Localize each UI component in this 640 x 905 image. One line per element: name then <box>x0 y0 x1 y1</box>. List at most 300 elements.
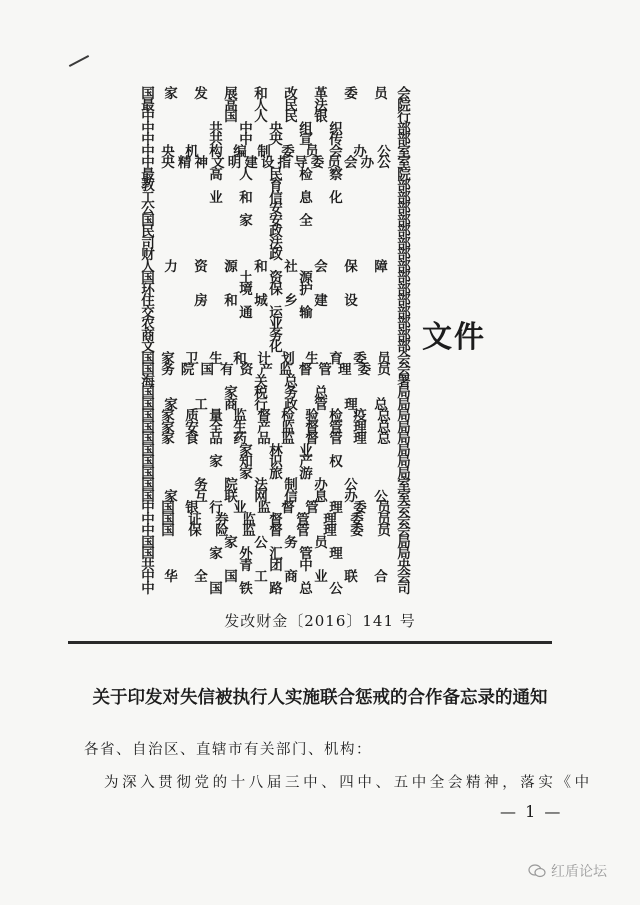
org-first-char: 环 <box>141 281 155 298</box>
org-last-char: 院 <box>397 97 411 114</box>
org-char: 督 <box>281 500 295 516</box>
org-first-char: 国 <box>141 546 155 562</box>
org-last-char: 局 <box>397 534 411 551</box>
org-char: 办 <box>344 488 358 505</box>
org-char: 检 <box>281 408 295 424</box>
org-char: 家 <box>209 454 223 470</box>
org-char: 团 <box>269 557 283 574</box>
org-char: 检 <box>299 166 313 183</box>
org-char: 政 <box>269 224 283 240</box>
org-last-char: 局 <box>397 465 411 482</box>
org-char: 机 <box>185 143 199 160</box>
org-last-char: 部 <box>397 281 411 298</box>
scan-mark <box>69 55 89 67</box>
org-char: 公 <box>344 477 358 493</box>
org-char: 国 <box>224 569 238 585</box>
org-char: 息 <box>314 488 328 505</box>
org-char: 银 <box>185 500 199 516</box>
org-char: 共 <box>209 132 223 148</box>
org-char: 理 <box>353 431 367 447</box>
org-first-char: 国 <box>141 362 155 378</box>
org-char: 计 <box>257 350 271 367</box>
org-char: 督 <box>305 431 319 447</box>
org-char: 委 <box>281 143 295 160</box>
org-last-char: 部 <box>397 304 411 321</box>
org-char: 护 <box>299 281 313 298</box>
org-char: 总 <box>374 396 388 413</box>
org-char: 权 <box>329 454 343 470</box>
org-char: 信 <box>284 488 298 505</box>
org-char: 家 <box>161 350 175 367</box>
org-char: 资 <box>194 258 208 275</box>
org-char: 外 <box>239 546 253 562</box>
org-char: 理 <box>329 546 343 562</box>
org-char: 识 <box>269 454 283 470</box>
org-last-char: 会 <box>397 86 411 102</box>
org-char: 督 <box>269 523 283 539</box>
org-first-char: 国 <box>141 488 155 505</box>
org-char: 总 <box>299 580 313 597</box>
org-first-char: 中 <box>141 523 155 539</box>
org-char: 督 <box>257 408 271 424</box>
org-char: 办 <box>353 143 367 160</box>
org-first-char: 中 <box>141 569 155 585</box>
org-first-char: 国 <box>141 442 155 459</box>
org-char: 家 <box>239 212 253 229</box>
org-char: 息 <box>299 189 313 206</box>
org-last-char: 局 <box>397 431 411 447</box>
org-char: 险 <box>215 523 229 539</box>
org-char: 联 <box>224 488 238 505</box>
org-char: 化 <box>269 339 283 355</box>
org-char: 改 <box>284 86 298 102</box>
org-char: 人 <box>254 109 268 125</box>
org-char: 育 <box>329 350 343 367</box>
org-last-char: 室 <box>397 155 411 171</box>
org-char: 民 <box>284 109 298 125</box>
org-char: 和 <box>239 189 253 206</box>
org-char: 源 <box>224 258 238 275</box>
org-char: 务 <box>284 385 298 401</box>
org-char: 安 <box>185 419 199 436</box>
org-char: 构 <box>209 143 223 160</box>
org-char: 和 <box>254 258 268 275</box>
org-char: 会 <box>344 155 358 171</box>
org-char: 林 <box>269 442 283 459</box>
org-char: 安 <box>269 201 283 217</box>
org-char: 化 <box>329 189 343 206</box>
org-char: 理 <box>323 511 337 528</box>
org-last-char: 会 <box>397 569 411 585</box>
org-char: 央 <box>269 120 283 137</box>
org-last-char: 央 <box>397 557 411 574</box>
org-first-char: 国 <box>141 477 155 493</box>
org-char: 家 <box>224 534 238 551</box>
org-char: 铁 <box>239 580 253 597</box>
notice-title: 关于印发对失信被执行人实施联合惩戒的合作备忘录的通知 <box>92 688 548 708</box>
org-first-char: 国 <box>141 465 155 482</box>
org-char: 导 <box>294 155 308 171</box>
org-first-char: 国 <box>141 385 155 401</box>
org-char: 理 <box>323 523 337 539</box>
org-last-char: 部 <box>397 339 411 355</box>
org-char: 知 <box>239 454 253 470</box>
org-char: 育 <box>269 178 283 194</box>
org-last-char: 部 <box>397 132 411 148</box>
org-char: 委 <box>353 500 367 516</box>
org-first-char: 国 <box>141 419 155 436</box>
org-char: 家 <box>161 431 175 447</box>
org-char: 制 <box>284 477 298 493</box>
org-char: 生 <box>305 350 319 367</box>
org-char: 保 <box>188 523 202 539</box>
org-first-char: 中 <box>141 143 155 160</box>
org-last-char: 部 <box>397 258 411 275</box>
org-char: 证 <box>188 511 202 528</box>
org-first-char: 财 <box>141 247 155 263</box>
org-char: 银 <box>314 109 328 125</box>
org-last-char: 行 <box>397 109 411 125</box>
org-char: 员 <box>314 534 328 551</box>
org-char: 联 <box>344 569 358 585</box>
org-char: 食 <box>185 431 199 447</box>
org-char: 乡 <box>284 293 298 309</box>
org-char: 监 <box>233 408 247 424</box>
org-char: 革 <box>314 86 328 102</box>
org-last-char: 室 <box>397 477 411 493</box>
org-char: 产 <box>259 362 273 378</box>
org-char: 督 <box>298 362 313 378</box>
org-char: 和 <box>224 293 238 309</box>
salutation: 各省、自治区、直辖市有关部门、机构： <box>84 742 372 758</box>
org-char: 保 <box>269 281 283 298</box>
org-last-char: 局 <box>397 454 411 470</box>
org-char: 设 <box>344 293 358 309</box>
org-last-char: 会 <box>397 523 411 539</box>
org-char: 家 <box>224 385 238 401</box>
org-char: 商 <box>284 569 298 585</box>
org-first-char: 中 <box>141 511 155 528</box>
org-char: 家 <box>239 465 253 482</box>
org-char: 指 <box>277 155 292 171</box>
org-first-char: 国 <box>141 408 155 424</box>
org-last-char: 部 <box>397 327 411 344</box>
org-char: 家 <box>161 408 175 424</box>
org-char: 安 <box>269 212 283 229</box>
org-first-char: 文 <box>141 339 155 355</box>
org-char: 人 <box>254 97 268 114</box>
org-char: 家 <box>164 396 178 413</box>
org-char: 源 <box>299 270 313 286</box>
org-char: 员 <box>377 523 391 539</box>
org-first-char: 国 <box>141 212 155 229</box>
org-first-char: 国 <box>141 454 155 470</box>
org-char: 行 <box>209 500 223 516</box>
org-char: 委 <box>344 86 358 102</box>
org-char: 察 <box>329 166 343 183</box>
org-char: 院 <box>224 477 238 493</box>
org-char: 房 <box>194 293 208 309</box>
org-char: 传 <box>329 132 343 148</box>
org-char: 券 <box>215 511 229 528</box>
org-first-char: 住 <box>141 293 155 309</box>
org-char: 输 <box>299 304 313 321</box>
watermark <box>528 861 607 881</box>
org-char: 委 <box>357 362 372 378</box>
org-last-char: 会 <box>397 362 411 378</box>
org-first-char: 国 <box>141 270 155 286</box>
org-char: 游 <box>299 465 313 482</box>
org-char: 组 <box>299 120 313 137</box>
org-char: 信 <box>269 189 283 206</box>
org-char: 宣 <box>299 132 313 148</box>
org-char: 运 <box>269 304 283 321</box>
org-first-char: 国 <box>141 396 155 413</box>
org-char: 明 <box>227 155 242 171</box>
red-header-divider <box>68 641 552 644</box>
org-char: 务 <box>161 362 175 378</box>
org-char: 公 <box>377 143 391 160</box>
org-char: 管 <box>329 419 343 436</box>
org-last-char: 局 <box>397 442 411 459</box>
org-last-char: 部 <box>397 270 411 286</box>
org-last-char: 局 <box>397 546 411 562</box>
org-char: 员 <box>327 155 341 171</box>
org-char: 会 <box>329 143 343 160</box>
org-char: 验 <box>305 408 319 424</box>
org-first-char: 中 <box>141 120 155 137</box>
org-first-char: 中 <box>141 500 155 516</box>
org-first-char: 中 <box>141 580 155 597</box>
issuing-organizations-block <box>141 86 411 597</box>
org-char: 委 <box>310 155 325 171</box>
org-char: 国 <box>200 362 215 378</box>
org-char: 精 <box>177 155 192 171</box>
org-char: 发 <box>194 86 208 102</box>
org-char: 药 <box>233 431 247 447</box>
org-first-char: 公 <box>141 201 155 217</box>
org-char: 法 <box>269 235 283 252</box>
org-char: 公 <box>254 534 268 551</box>
org-char: 务 <box>269 327 283 344</box>
org-last-char: 局 <box>397 419 411 436</box>
body-text-line: 为深入贯彻党的十八届三中、四中、五中全会精神，落实《中 <box>104 775 593 791</box>
org-char: 和 <box>254 86 268 102</box>
org-last-char: 局 <box>397 396 411 413</box>
org-char: 管 <box>299 546 313 562</box>
org-char: 关 <box>254 373 268 390</box>
org-char: 汇 <box>269 546 283 562</box>
org-char: 员 <box>377 350 391 367</box>
org-char: 业 <box>209 189 223 206</box>
org-char: 管 <box>318 362 332 378</box>
org-char: 央 <box>161 143 175 160</box>
org-char: 监 <box>281 419 295 436</box>
org-char: 国 <box>161 511 175 528</box>
org-first-char: 最 <box>141 166 155 183</box>
org-char: 督 <box>269 511 283 528</box>
org-char: 总 <box>377 408 391 424</box>
org-char: 政 <box>269 247 283 263</box>
org-first-char: 最 <box>141 97 155 114</box>
org-char: 理 <box>329 500 343 516</box>
org-char: 院 <box>180 362 195 378</box>
org-char: 资 <box>239 362 254 378</box>
org-char: 共 <box>209 120 223 137</box>
org-last-char: 署 <box>397 373 411 390</box>
org-char: 监 <box>281 431 295 447</box>
org-last-char: 院 <box>397 166 411 183</box>
org-char: 管 <box>314 396 328 413</box>
org-char: 障 <box>374 258 388 275</box>
org-char: 全 <box>209 419 223 436</box>
org-char: 旅 <box>269 465 283 482</box>
org-char: 员 <box>377 500 391 516</box>
org-char: 家 <box>209 546 223 562</box>
org-char: 政 <box>284 396 298 413</box>
org-char: 务 <box>194 477 208 493</box>
org-char: 人 <box>239 166 253 183</box>
org-first-char: 中 <box>141 132 155 148</box>
org-char: 产 <box>257 419 271 436</box>
org-char: 委 <box>350 511 364 528</box>
org-char: 土 <box>239 270 253 286</box>
org-char: 委 <box>350 523 364 539</box>
org-first-char: 中 <box>141 109 155 125</box>
org-char: 中 <box>239 132 253 148</box>
org-char: 理 <box>337 362 352 378</box>
org-last-char: 局 <box>397 385 411 401</box>
org-char: 行 <box>254 396 268 413</box>
org-first-char: 人 <box>141 258 155 275</box>
org-char: 检 <box>329 408 343 424</box>
org-last-char: 司 <box>397 580 411 597</box>
org-char: 公 <box>377 155 391 171</box>
org-last-char: 部 <box>397 247 411 263</box>
org-char: 国 <box>161 523 175 539</box>
org-char: 委 <box>353 350 367 367</box>
org-char: 建 <box>244 155 258 171</box>
org-char: 管 <box>296 511 310 528</box>
org-char: 工 <box>254 569 268 585</box>
org-first-char: 国 <box>141 86 155 102</box>
org-char: 法 <box>254 477 268 493</box>
org-char: 高 <box>224 97 238 114</box>
org-char: 神 <box>194 155 208 171</box>
org-char: 路 <box>269 580 283 597</box>
org-first-char: 工 <box>141 189 155 206</box>
org-char: 生 <box>233 419 247 436</box>
org-char: 税 <box>254 385 268 401</box>
org-first-char: 国 <box>141 350 155 367</box>
org-first-char: 海 <box>141 373 155 390</box>
org-char: 产 <box>299 454 313 470</box>
org-char: 品 <box>209 431 223 447</box>
org-last-char: 会 <box>397 511 411 528</box>
org-char: 家 <box>164 488 178 505</box>
org-char: 城 <box>254 293 268 309</box>
org-char: 工 <box>194 396 208 413</box>
org-char: 会 <box>314 258 328 275</box>
org-char: 央 <box>161 155 175 171</box>
document-type-label: 文件 <box>422 320 486 355</box>
org-char: 商 <box>224 396 238 413</box>
org-char: 通 <box>239 304 253 321</box>
org-char: 法 <box>314 97 328 114</box>
org-char: 建 <box>314 293 328 309</box>
org-char: 务 <box>284 534 298 551</box>
wechat-icon <box>528 864 546 878</box>
org-first-char: 教 <box>141 178 155 194</box>
org-last-char: 局 <box>397 408 411 424</box>
org-first-char: 中 <box>141 155 155 171</box>
org-char: 疫 <box>353 408 367 424</box>
org-char: 社 <box>284 258 298 275</box>
org-char: 办 <box>360 155 375 171</box>
org-char: 督 <box>305 419 319 436</box>
org-char: 民 <box>284 97 298 114</box>
org-char: 家 <box>239 442 253 459</box>
org-last-char: 会 <box>397 350 411 367</box>
page-number: — 1 — <box>500 802 563 821</box>
org-char: 理 <box>344 396 358 413</box>
org-char: 业 <box>233 500 247 516</box>
org-first-char: 交 <box>141 304 155 321</box>
org-char: 力 <box>164 258 178 275</box>
org-char: 互 <box>194 488 208 505</box>
org-char: 监 <box>257 500 271 516</box>
org-char: 全 <box>194 569 208 585</box>
org-row <box>141 582 411 596</box>
org-char: 业 <box>299 442 313 459</box>
org-last-char: 室 <box>397 143 411 160</box>
org-char: 划 <box>281 350 295 367</box>
org-first-char: 国 <box>141 431 155 447</box>
org-char: 保 <box>344 258 358 275</box>
org-char: 员 <box>377 511 391 528</box>
org-char: 质 <box>185 408 199 424</box>
org-char: 量 <box>209 408 223 424</box>
org-last-char: 部 <box>397 235 411 252</box>
org-char: 青 <box>239 557 253 574</box>
org-last-char: 部 <box>397 224 411 240</box>
org-char: 监 <box>242 511 256 528</box>
org-char: 办 <box>314 477 328 493</box>
org-char: 文 <box>211 155 225 171</box>
org-char: 国 <box>224 109 238 125</box>
org-char: 监 <box>279 362 293 378</box>
org-char: 资 <box>269 270 283 286</box>
org-char: 有 <box>220 362 234 378</box>
org-char: 家 <box>164 86 178 102</box>
org-char: 央 <box>269 132 283 148</box>
org-char: 管 <box>305 500 319 516</box>
org-char: 生 <box>209 350 223 367</box>
org-char: 设 <box>260 155 275 171</box>
document-number: 发改财金〔2016〕141 号 <box>224 612 416 630</box>
org-char: 总 <box>377 419 391 436</box>
org-char: 国 <box>209 580 223 597</box>
org-char: 卫 <box>185 350 199 367</box>
org-char: 管 <box>296 523 310 539</box>
org-first-char: 共 <box>141 557 155 574</box>
org-last-char: 部 <box>397 316 411 332</box>
org-char: 制 <box>257 143 271 160</box>
org-first-char: 国 <box>141 534 155 551</box>
org-last-char: 部 <box>397 293 411 309</box>
org-char: 管 <box>329 431 343 447</box>
org-first-char: 司 <box>141 235 155 252</box>
